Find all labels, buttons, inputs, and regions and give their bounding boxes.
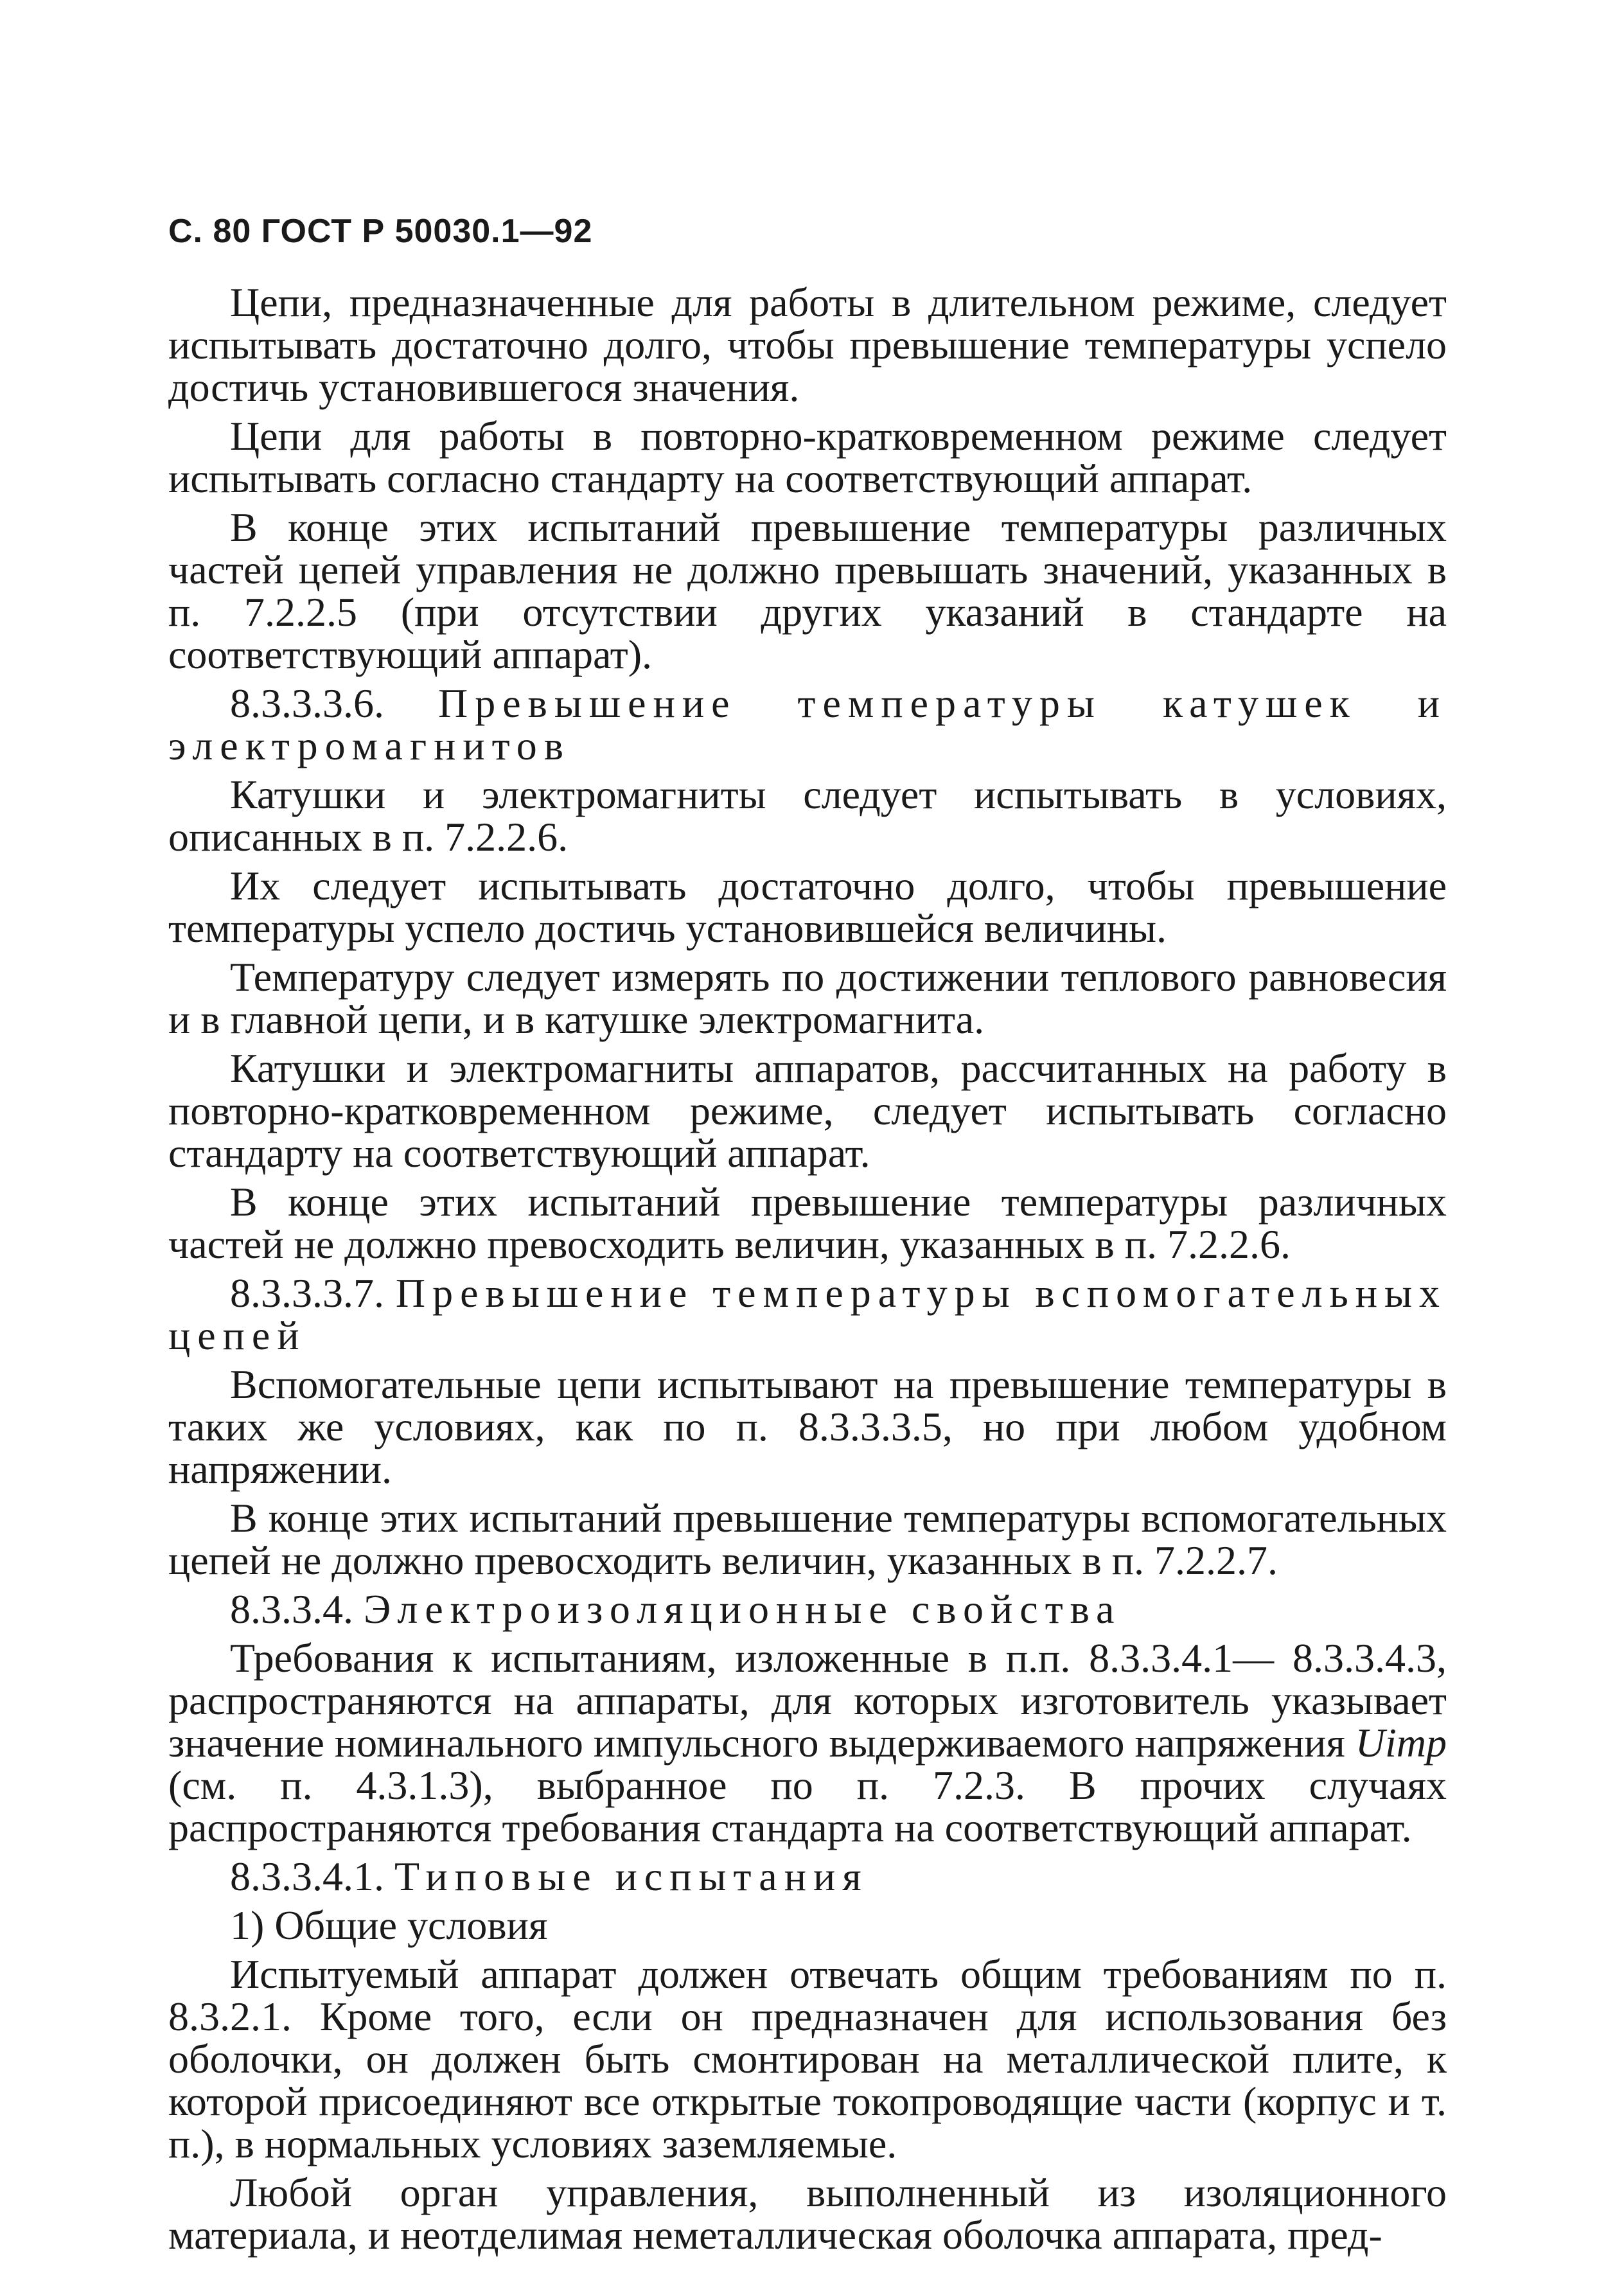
list-item-heading: 1) Общие условия [230, 1902, 548, 1948]
section-title: Превышение температуры катушек и электромагнитов [168, 680, 1447, 768]
paragraph: Любой орган управления, выполненный из изоляционного материала, и неотделимая неметаллическая оболочка аппарата, пред- [168, 2170, 1447, 2258]
section-title: Превышение температуры вспомогательных цепей [168, 1270, 1447, 1358]
paragraph: Вспомогательные цепи испытывают на превышение температуры в таких же условиях, как по п. 8.3.3.3.5, но при любом удобном напряжении. [168, 1361, 1447, 1492]
paragraph-text: (см. п. 4.3.1.3), выбранное по п. 7.2.3. В прочих случаях распространяются требования стандарта на соответствующий аппарат. [168, 1762, 1447, 1850]
paragraph: Катушки и электромагниты следует испытывать в условиях, описанных в п. 7.2.2.6. [168, 772, 1447, 860]
section-title: Электроизоляционные свойства [364, 1586, 1122, 1632]
paragraph: В конце этих испытаний превышение температуры различных частей цепей управления не должно превышать значений, указанных в п. 7.2.2.5 (при отсутствии других указаний в стандарте на соответствующий аппарат). [168, 504, 1447, 677]
section-number: 8.3.3.3.7. [230, 1270, 384, 1316]
paragraph-text: Требования к испытаниям, изложенные в п.п. 8.3.3.4.1— 8.3.3.4.3, распространяются на аппараты, для которых изготовитель указывает значение номинального импульсного выдерживаемого напряжения [168, 1635, 1447, 1766]
section-title: Типовые испытания [394, 1854, 869, 1899]
paragraph: Цепи, предназначенные для работы в длительном режиме, следует испытывать достаточно долго, чтобы превышение температуры успело достичь установившегося значения. [168, 279, 1447, 410]
paragraph: Испытуемый аппарат должен отвечать общим требованиям по п. 8.3.2.1. Кроме того, если он предназначен для использования без оболочки, он должен быть смонтирован на металлической плите, к которой присоединяют все открытые токопроводящие части (корпус и т. п.), в нормальных условиях заземляемые. [168, 1951, 1447, 2166]
section-number: 8.3.3.4. [230, 1586, 353, 1632]
paragraph: Катушки и электромагниты аппаратов, рассчитанных на работу в повторно-кратковременном режиме, следует испытывать согласно стандарту на соответствующий аппарат. [168, 1045, 1447, 1176]
paragraph [168, 1637, 1447, 1849]
page-header: С. 80 ГОСТ Р 50030.1—92 [168, 213, 593, 250]
uimp-symbol: Uimp [1355, 1720, 1447, 1766]
paragraph: Температуру следует измерять по достижении теплового равновесия и в главной цепи, и в катушке электромагнита. [168, 954, 1447, 1042]
paragraph: В конце этих испытаний превышение температуры вспомогательных цепей не должно превосходить величин, указанных в п. 7.2.2.7. [168, 1495, 1447, 1583]
section-number: 8.3.3.4.1. [230, 1854, 384, 1899]
section-heading-8-3-3-3-6 [168, 682, 1447, 767]
section-heading-8-3-3-4 [168, 1588, 1447, 1631]
section-heading-8-3-3-4-1 [168, 1855, 1447, 1898]
paragraph: Их следует испытывать достаточно долго, чтобы превышение температуры успело достичь установившейся величины. [168, 863, 1447, 951]
paragraph: Цепи для работы в повторно-кратковременном режиме следует испытывать согласно стандарту на соответствующий аппарат. [168, 413, 1447, 501]
section-heading-8-3-3-3-7 [168, 1272, 1447, 1357]
paragraph: В конце этих испытаний превышение температуры различных частей не должно превосходить величин, указанных в п. 7.2.2.6. [168, 1179, 1447, 1267]
document-body [168, 281, 1447, 2256]
section-number: 8.3.3.3.6. [230, 680, 384, 726]
